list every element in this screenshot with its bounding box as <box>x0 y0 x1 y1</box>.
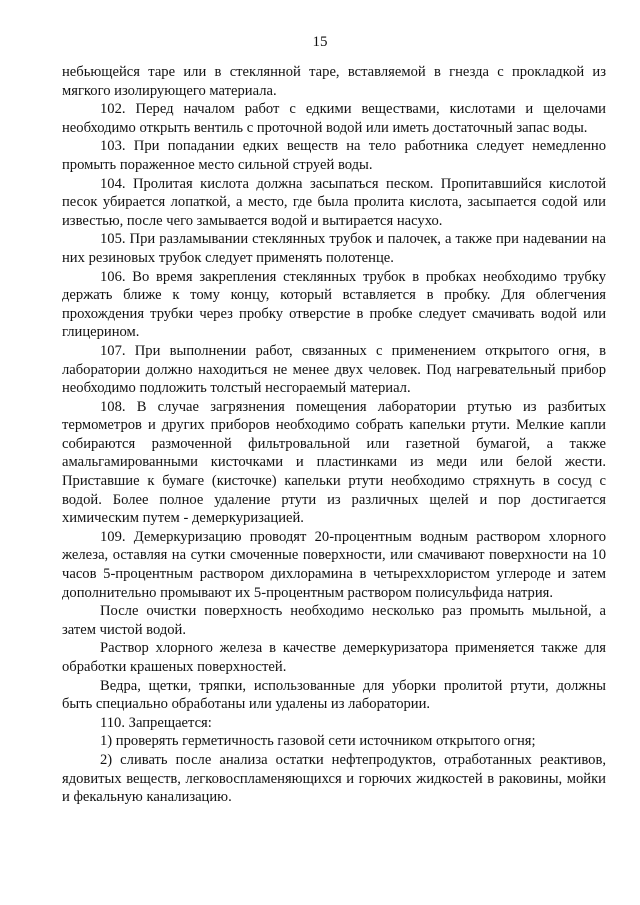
paragraph-110-item-1: 1) проверять герметичность газовой сети источником открытого огня; <box>100 733 536 750</box>
paragraph-109-ferric-chloride: Раствор хлорного железа в качестве демеркуризатора применяется также для обработки крашеных поверхностей. <box>62 640 606 675</box>
paragraph-109-equipment: Ведра, щетки, тряпки, использованные для уборки пролитой ртути, должны быть специально обработаны или удалены из лаборатории. <box>62 677 606 713</box>
paragraph-110: 110. Запрещается: <box>100 714 212 731</box>
page-number: 15 <box>312 34 328 50</box>
paragraph-continuation: небьющейся таре или в стеклянной таре, вставляемой в гнезда с прокладкой из мягкого изолирующего материала. <box>62 64 606 99</box>
paragraph-108: 108. В случае загрязнения помещения лаборатории ртутью из разбитых термометров и других приборов необходимо собрать капельки ртути. Мелкие капли собираются размоченной фильтровальной или газетной бумагой, а также амальгамированными кисточками и пластинками из меди или белой жести. Приставшие к бумаге (кисточке) капельки ртути необходимо стряхнуть в сосуд с водой. Более полное удаление ртути из различных щелей и пор достигается химическим путем - демеркуризацией. <box>62 398 606 527</box>
paragraph-109: 109. Демеркуризацию проводят 20-процентным водным раствором хлорного железа, оставляя на сутки смоченные поверхности, или смачивают поверхности на 10 часов 5-процентным раствором дихлорамина в четыреххлористом углероде и затем дополнительно промывают их 5-процентным раствором полисульфида натрия. <box>62 528 606 601</box>
paragraph-107: 107. При выполнении работ, связанных с применением открытого огня, в лаборатории должно находиться не менее двух человек. Под нагревательный прибор необходимо подложить толстый несгораемый материал. <box>62 342 606 397</box>
paragraph-110-item-2: 2) сливать после анализа остатки нефтепродуктов, отработанных реактивов, ядовитых веществ, легковоспламеняющихся и горючих жидкостей в раковины, мойки и фекальную канализацию. <box>62 751 606 806</box>
paragraph-103: 103. При попадании едких веществ на тело работника следует немедленно промыть пораженное место сильной струей воды. <box>62 138 606 173</box>
paragraph-109-cleaning: После очистки поверхность необходимо несколько раз промыть мыльной, а затем чистой водой. <box>62 603 606 638</box>
document-body <box>62 63 606 807</box>
paragraph-105: 105. При разламывании стеклянных трубок и палочек, а также при надевании на них резиновых трубок следует применять полотенце. <box>62 231 606 266</box>
paragraph-102: 102. Перед началом работ с едкими веществами, кислотами и щелочами необходимо открыть вентиль с проточной водой или иметь достаточный запас воды. <box>62 101 606 136</box>
paragraph-106: 106. Во время закрепления стеклянных трубок в пробках необходимо трубку держать ближе к тому концу, который вставляется в пробку. Для облегчения прохождения трубки через пробку отверстие в пробке следует смачивать водой или глицерином. <box>62 268 606 341</box>
paragraph-104: 104. Пролитая кислота должна засыпаться песком. Пропитавшийся кислотой песок убирается лопаткой, а место, где была пролита кислота, засыпается содой или известью, после чего замывается водой и вытирается насухо. <box>62 175 606 229</box>
